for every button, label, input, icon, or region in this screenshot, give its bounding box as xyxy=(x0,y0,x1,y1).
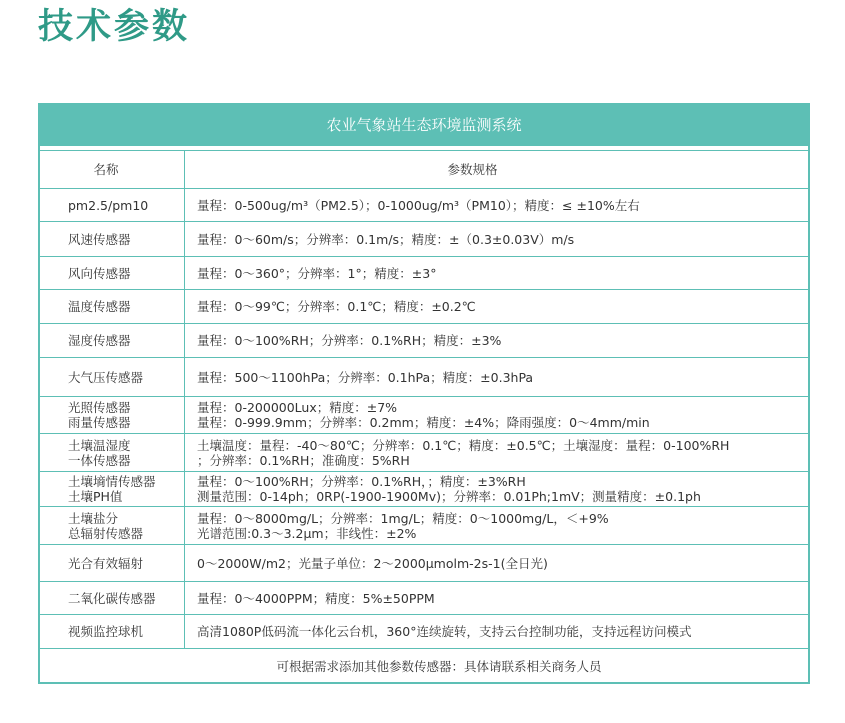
row-name-line: 湿度传感器 xyxy=(68,333,131,348)
row-spec-cell xyxy=(185,222,808,256)
row-name-cell xyxy=(40,472,185,506)
row-name-cell xyxy=(40,545,185,581)
table-row xyxy=(40,396,808,433)
table-row xyxy=(40,471,808,506)
row-spec-cell xyxy=(185,189,808,221)
row-spec-line: ；分辨率：0.1%RH；准确度：5%RH xyxy=(197,452,410,468)
row-name-line: 总辐射传感器 xyxy=(68,525,144,541)
row-spec-line: 0～2000W/m2；光量子单位：2～2000μmolm-2s-1(全日光) xyxy=(197,555,548,571)
footer-note-row xyxy=(40,648,808,682)
table-caption: 农业气象站生态环境监测系统 xyxy=(40,105,808,150)
table-row xyxy=(40,581,808,614)
row-name-line: 土壤墒情传感器 xyxy=(68,474,156,489)
footer-note: 可根据需求添加其他参数传感器：具体请联系相关商务人员 xyxy=(276,658,602,674)
row-spec-cell xyxy=(185,434,808,471)
row-name-line: pm2.5/pm10 xyxy=(68,197,149,213)
row-spec-line: 光谱范围:0.3～3.2μm；非线性：±2% xyxy=(197,525,417,541)
row-spec-line: 量程：0～100%RH；分辨率：0.1%RH；精度：±3% xyxy=(197,333,502,348)
row-name-line: 光合有效辐射 xyxy=(68,555,144,571)
table-row xyxy=(40,221,808,256)
row-spec-cell xyxy=(185,545,808,581)
row-name-cell xyxy=(40,397,185,433)
table-row xyxy=(40,289,808,323)
row-spec-cell xyxy=(185,358,808,396)
row-name-line: 土壤盐分 xyxy=(68,510,119,526)
row-spec-line: 高清1080P低码流一体化云台机，360°连续旋转，支持云台控制功能，支持远程访问模式 xyxy=(197,624,692,639)
row-name-line: 土壤PH值 xyxy=(68,489,123,504)
page-title: 技术参数 xyxy=(38,7,191,47)
row-spec-cell xyxy=(185,507,808,544)
column-header-spec: 参数规格 xyxy=(447,161,498,177)
table-row xyxy=(40,357,808,396)
table-row xyxy=(40,188,808,221)
row-spec-cell xyxy=(185,324,808,357)
row-name-line: 光照传感器 xyxy=(68,400,131,415)
row-spec-cell xyxy=(185,290,808,323)
row-name-line: 风速传感器 xyxy=(68,231,131,247)
row-spec-cell xyxy=(185,257,808,289)
row-spec-cell xyxy=(185,397,808,433)
row-name-cell xyxy=(40,434,185,471)
row-spec-line: 量程：0～4000PPM；精度：5%±50PPM xyxy=(197,590,435,606)
row-name-cell xyxy=(40,615,185,648)
row-name-line: 视频监控球机 xyxy=(68,624,144,639)
row-name-cell xyxy=(40,222,185,256)
table-row xyxy=(40,256,808,289)
row-spec-cell xyxy=(185,472,808,506)
row-spec-cell xyxy=(185,615,808,648)
table-row xyxy=(40,506,808,544)
row-name-cell xyxy=(40,324,185,357)
row-name-cell xyxy=(40,358,185,396)
row-spec-line: 量程：0～99℃；分辨率：0.1℃；精度：±0.2℃ xyxy=(197,299,476,314)
row-spec-line: 量程：0～60m/s；分辨率：0.1m/s；精度：±（0.3±0.03V）m/s xyxy=(197,231,575,247)
table-row xyxy=(40,614,808,648)
row-name-line: 大气压传感器 xyxy=(68,369,144,385)
row-name-cell xyxy=(40,290,185,323)
row-spec-line: 测量范围：0-14ph；0RP(-1900-1900Mv)；分辨率：0.01Ph;1mV；测量精度：±0.1ph xyxy=(197,489,701,504)
row-name-line: 一体传感器 xyxy=(68,452,131,468)
row-name-cell xyxy=(40,189,185,221)
row-spec-line: 量程：0-500ug/m³（PM2.5）；0-1000ug/m³（PM10）；精度：≤ ±10%左右 xyxy=(197,197,640,213)
spec-table xyxy=(38,103,810,684)
row-spec-line: 量程：0～360°；分辨率：1°；精度：±3° xyxy=(197,265,437,281)
column-header-row xyxy=(40,150,808,188)
row-name-line: 温度传感器 xyxy=(68,299,131,314)
table-row xyxy=(40,433,808,471)
column-header-name: 名称 xyxy=(40,150,185,188)
row-name-cell xyxy=(40,582,185,614)
row-name-cell xyxy=(40,507,185,544)
row-spec-line: 量程：0-200000Lux；精度：±7% xyxy=(197,400,398,415)
row-spec-line: 量程：0～8000mg/L；分辨率：1mg/L；精度：0～1000mg/L，＜+9% xyxy=(197,510,609,526)
row-spec-line: 土壤温度：量程：-40～80℃；分辨率：0.1℃；精度：±0.5℃；土壤湿度：量程：0-100%RH xyxy=(197,437,730,453)
row-name-line: 风向传感器 xyxy=(68,265,131,281)
table-row xyxy=(40,544,808,581)
row-name-cell xyxy=(40,257,185,289)
table-row xyxy=(40,323,808,357)
row-spec-line: 量程：0～100%RH；分辨率：0.1%RH，；精度：±3%RH xyxy=(197,474,526,489)
row-name-line: 雨量传感器 xyxy=(68,415,131,430)
row-spec-line: 量程：500～1100hPa；分辨率：0.1hPa；精度：±0.3hPa xyxy=(197,369,534,385)
row-name-line: 土壤温湿度 xyxy=(68,437,131,453)
row-spec-cell xyxy=(185,582,808,614)
row-name-line: 二氧化碳传感器 xyxy=(68,590,156,606)
row-spec-line: 量程：0-999.9mm；分辨率：0.2mm；精度：±4%；降雨强度：0～4mm/min xyxy=(197,415,650,430)
